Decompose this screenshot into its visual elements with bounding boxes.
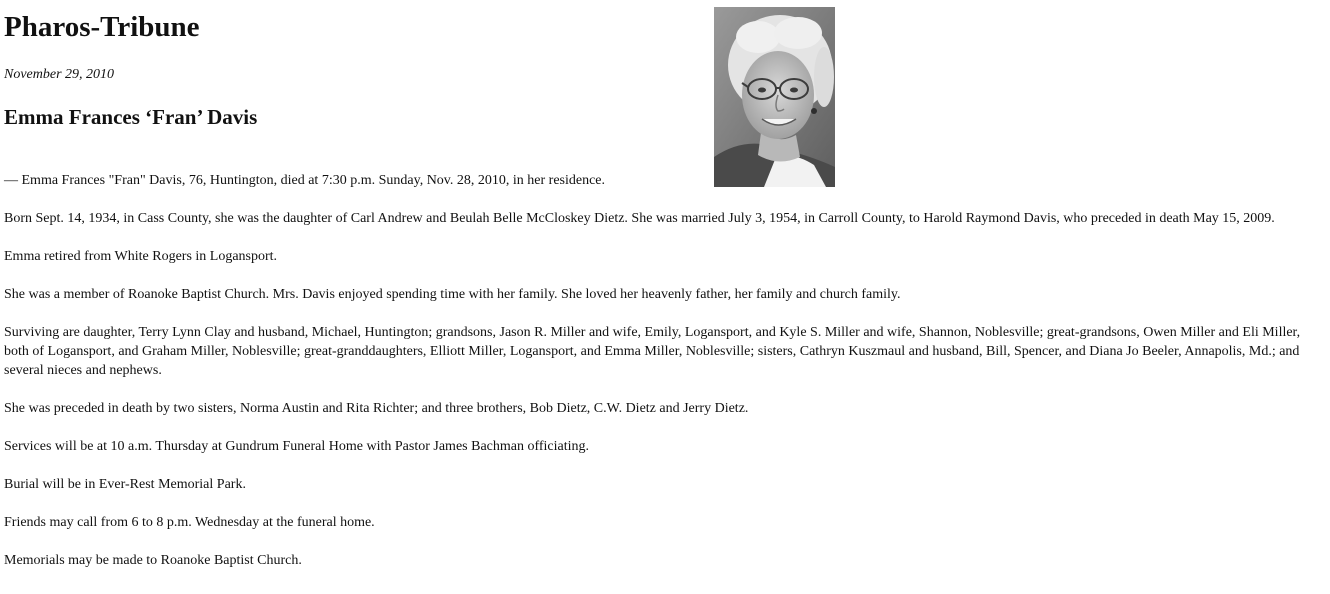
paragraph-church: She was a member of Roanoke Baptist Church. Mrs. Davis enjoyed spending time with her family. She loved her heavenly father, her family and church family.: [4, 287, 901, 302]
obituary-body: [4, 171, 1326, 589]
paragraph-birth-marriage: Born Sept. 14, 1934, in Cass County, she was the daughter of Carl Andrew and Beulah Belle McCloskey Dietz. She was married July 3, 1954, in Carroll County, to Harold Raymond Davis, who preceded in death May 15, 2009.: [4, 211, 1275, 226]
paragraph-survivors: Surviving are daughter, Terry Lynn Clay and husband, Michael, Huntington; grandsons, Jason R. Miller and wife, Emily, Logansport, and Kyle S. Miller and wife, Shannon, Noblesville; great-grandsons, Owen Miller and Eli Miller, both of Logansport, and Graham Miller, Noblesville; great-granddaughters, Elliott Miller, Logansport, and Emma Miller, Noblesville; sisters, Cathryn Kuszmaul and husband, Bill, Spencer, and Diana Jo Beeler, Annapolis, Md.; and several nieces and nephews.: [4, 325, 1301, 378]
paragraph-memorials: Memorials may be made to Roanoke Baptist Church.: [4, 553, 302, 568]
paragraph-services: Services will be at 10 a.m. Thursday at Gundrum Funeral Home with Pastor James Bachman officiating.: [4, 439, 590, 454]
paragraph-preceded: She was preceded in death by two sisters, Norma Austin and Rita Richter; and three brothers, Bob Dietz, C.W. Dietz and Jerry Dietz.: [4, 401, 749, 416]
paragraph-visitation: Friends may call from 6 to 8 p.m. Wednesday at the funeral home.: [4, 515, 375, 530]
paragraph-death-notice: — Emma Frances "Fran" Davis, 76, Huntington, died at 7:30 p.m. Sunday, Nov. 28, 2010, in her residence.: [4, 173, 606, 188]
publication-date: November 29, 2010: [4, 67, 115, 82]
publication-title: Pharos-Tribune: [4, 11, 200, 43]
paragraph-career: Emma retired from White Rogers in Logansport.: [4, 249, 278, 264]
paragraph-burial: Burial will be in Ever-Rest Memorial Park.: [4, 477, 246, 492]
portrait-photo: [714, 7, 835, 187]
obituary-name: Emma Frances ‘Fran’ Davis: [4, 105, 258, 129]
